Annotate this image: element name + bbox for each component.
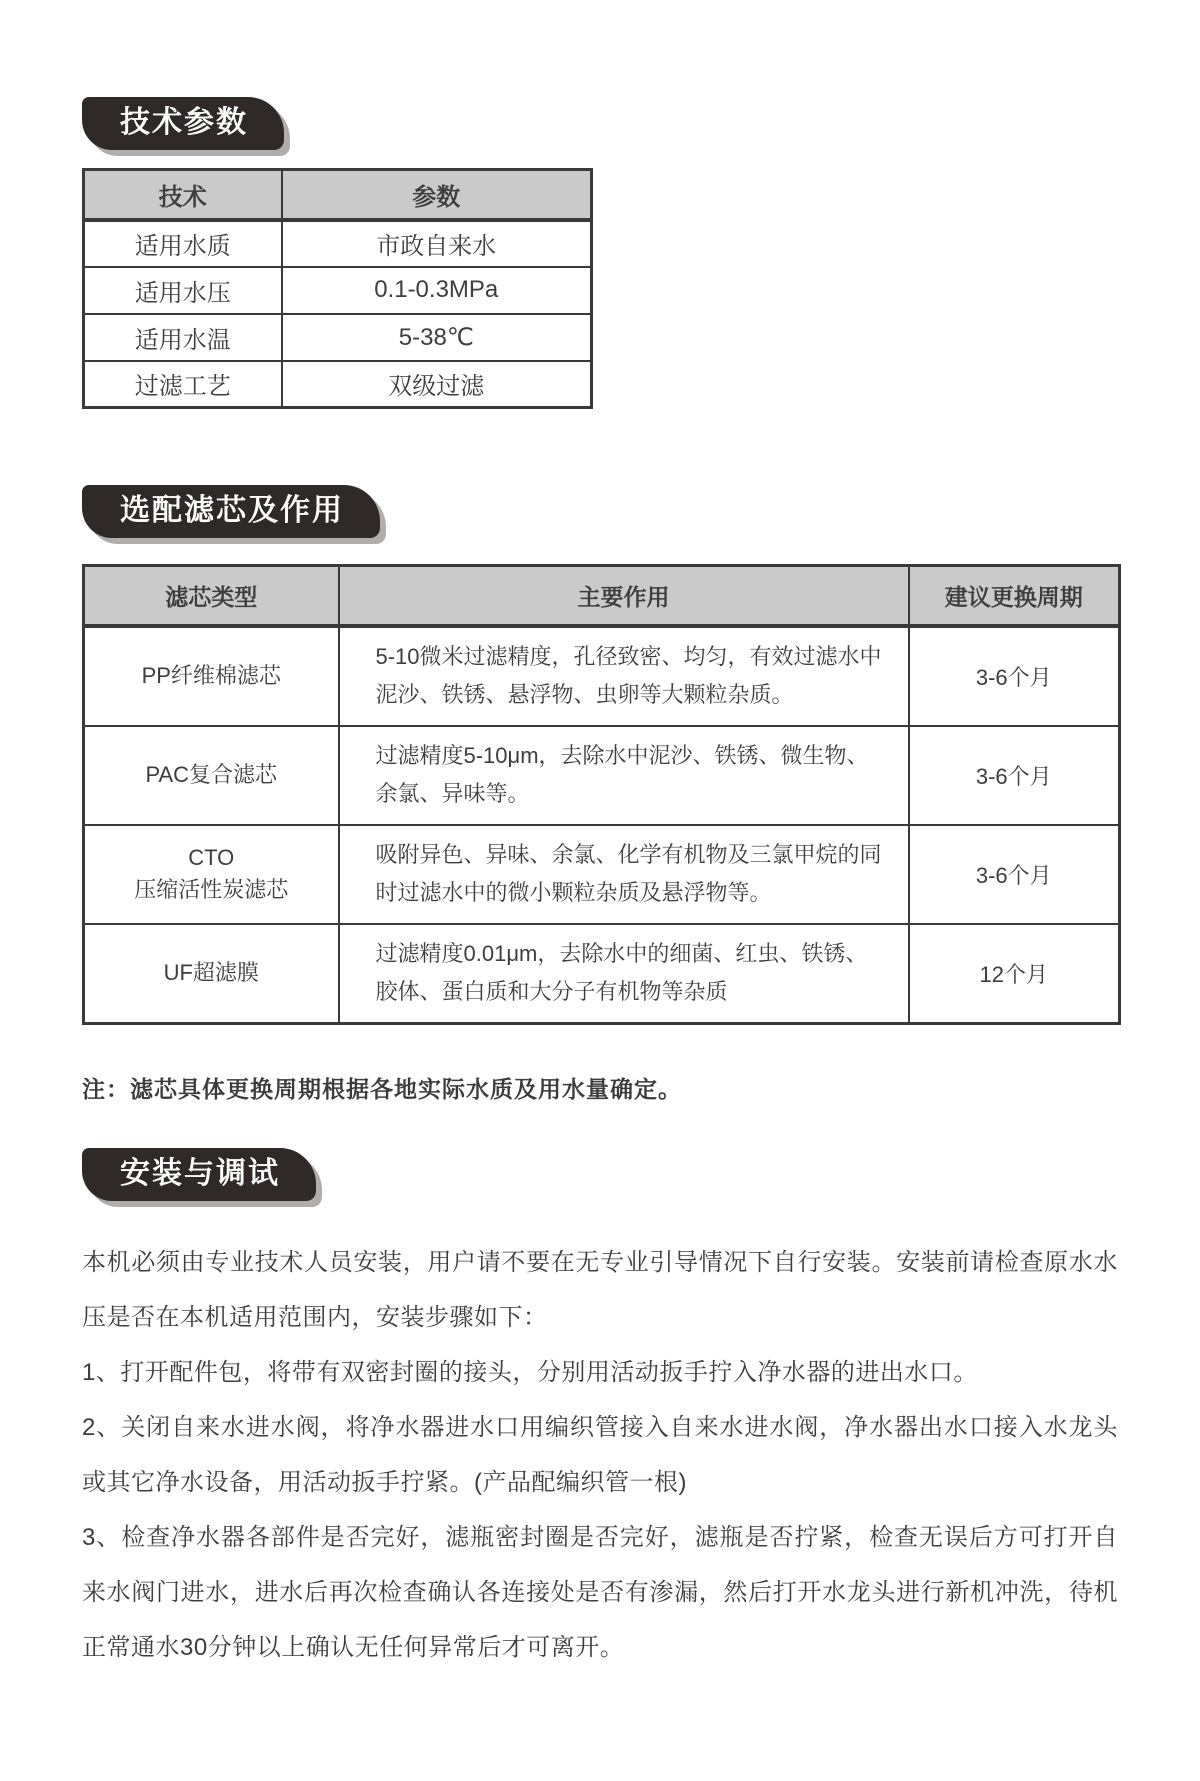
installation-step-3: 3、检查净水器各部件是否完好，滤瓶密封圈是否完好，滤瓶是否拧紧，检查无误后方可打开自来水阀门进水，进水后再次检查确认各连接处是否有渗漏，然后打开水龙头进行新机冲洗，待机正常通水30分钟以上确认无任何异常后才可离开。: [82, 1523, 1118, 1661]
column-header-replacement-cycle: 建议更换周期: [909, 566, 1120, 626]
cartridge-type-line: PP纤维棉滤芯: [141, 663, 281, 689]
param-label: 适用水温: [84, 314, 282, 361]
param-value: 市政自来水: [282, 220, 592, 267]
table-row: [84, 825, 1120, 924]
column-header-cartridge-type: 滤芯类型: [84, 566, 339, 626]
cartridge-cycle-cell: 3-6个月: [909, 626, 1120, 726]
table-row: [84, 267, 592, 314]
cartridge-type-cell: [84, 825, 339, 924]
table-row: [84, 626, 1120, 726]
installation-step-2: 2、关闭自来水进水阀，将净水器进水口用编织管接入自来水进水阀，净水器出水口接入水龙头或其它净水设备，用活动扳手拧紧。(产品配编织管一根): [82, 1413, 1118, 1496]
column-header-main-function: 主要作用: [339, 566, 909, 626]
section-filter-cartridges: [82, 485, 1118, 1104]
table-row: [84, 220, 592, 267]
technical-parameters-table: [82, 168, 593, 409]
table-header-row: [84, 170, 592, 220]
section-badge-label: 技术参数: [120, 106, 248, 139]
cartridge-type-cell: [84, 626, 339, 726]
column-header-tech: 技术: [84, 170, 282, 220]
cartridge-function-cell: 5-10微米过滤精度，孔径致密、均匀，有效过滤水中泥沙、铁锈、悬浮物、虫卵等大颗粒杂质。: [339, 626, 909, 726]
param-value: 5-38℃: [282, 314, 592, 361]
table-row: [84, 314, 592, 361]
table-header-row: [84, 566, 1120, 626]
section-installation: [82, 1148, 1118, 1675]
param-value: 0.1-0.3MPa: [282, 267, 592, 314]
installation-step-1: 1、打开配件包，将带有双密封圈的接头，分别用活动扳手拧入净水器的进出水口。: [82, 1358, 978, 1386]
param-label: 过滤工艺: [84, 361, 282, 408]
cartridge-type-line: PAC复合滤芯: [145, 762, 278, 788]
cartridge-function-cell: 过滤精度0.01μm，去除水中的细菌、红虫、铁锈、胶体、蛋白质和大分子有机物等杂质: [339, 924, 909, 1024]
installation-instructions: [82, 1235, 1118, 1675]
cartridge-function-cell: 过滤精度5-10μm，去除水中泥沙、铁锈、微生物、余氯、异味等。: [339, 726, 909, 825]
cartridge-type-line: UF超滤膜: [163, 960, 259, 986]
cartridge-cycle-cell: 3-6个月: [909, 825, 1120, 924]
cartridge-function-cell: 吸附异色、异味、余氯、化学有机物及三氯甲烷的同时过滤水中的微小颗粒杂质及悬浮物等。: [339, 825, 909, 924]
replacement-cycle-note: 注：滤芯具体更换周期根据各地实际水质及用水量确定。: [82, 1075, 682, 1102]
param-label: 适用水压: [84, 267, 282, 314]
param-label: 适用水质: [84, 220, 282, 267]
installation-intro: 本机必须由专业技术人员安装，用户请不要在无专业引导情况下自行安装。安装前请检查原水水压是否在本机适用范围内，安装步骤如下：: [82, 1248, 1118, 1331]
section-badge-technical-parameters: [82, 97, 284, 150]
cartridge-cycle-cell: 3-6个月: [909, 726, 1120, 825]
section-badge-installation: [82, 1148, 316, 1201]
cartridge-type-cell: [84, 924, 339, 1024]
table-row: [84, 924, 1120, 1024]
section-badge-label: 安装与调试: [120, 1156, 280, 1190]
cartridge-cycle-cell: 12个月: [909, 924, 1120, 1024]
cartridge-type-cell: [84, 726, 339, 825]
cartridge-type-line: 压缩活性炭滤芯: [134, 877, 289, 902]
section-badge-label: 选配滤芯及作用: [120, 494, 344, 527]
param-value: 双级过滤: [282, 361, 592, 408]
cartridge-type-line: CTO: [188, 845, 235, 871]
table-row: [84, 726, 1120, 825]
section-technical-parameters: [82, 97, 1118, 409]
column-header-param: 参数: [282, 170, 592, 220]
section-badge-filter-cartridges: [82, 485, 380, 538]
table-row: [84, 361, 592, 408]
filter-cartridges-table: [82, 564, 1121, 1025]
